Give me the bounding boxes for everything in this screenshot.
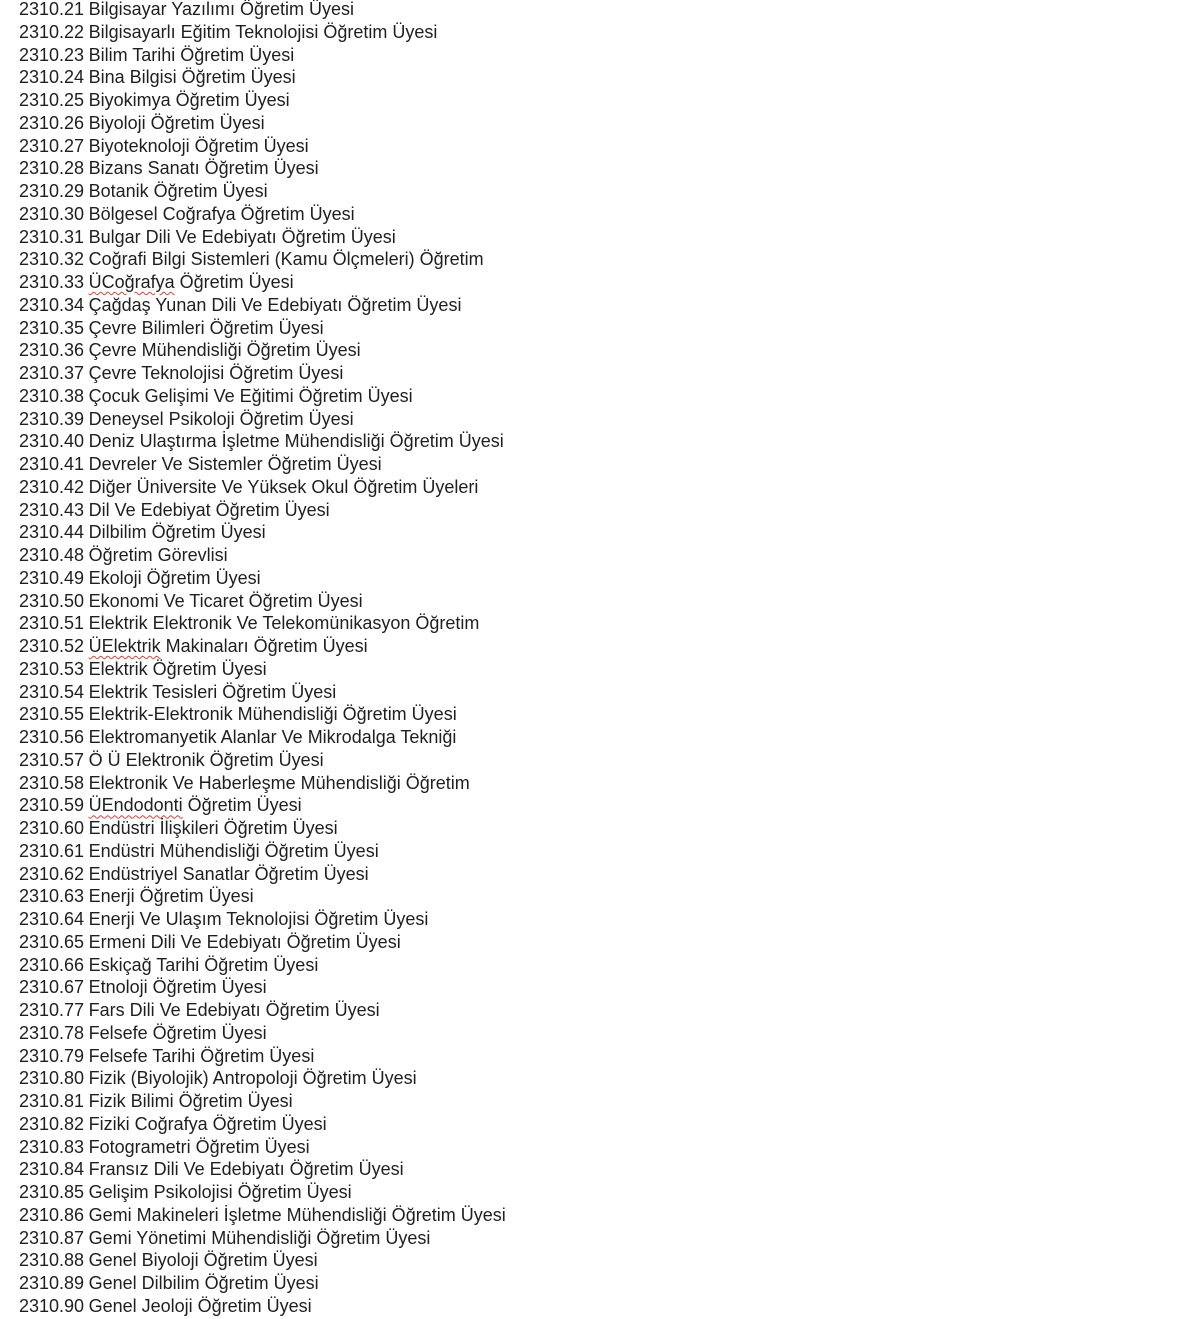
list-item (19, 248, 1179, 271)
item-title: Ö Ü Elektronik Öğretim Üyesi (88, 749, 324, 770)
item-title: Çevre Bilimleri Öğretim Üyesi (88, 317, 324, 338)
item-code: 2310.79 (19, 1045, 85, 1066)
list-item (19, 590, 1179, 613)
item-code: 2310.52 (19, 636, 85, 656)
list-item (19, 271, 1179, 294)
list-item (19, 1158, 1179, 1181)
item-title: Deneysel Psikoloji Öğretim Üyesi (88, 408, 354, 429)
item-title: Bölgesel Coğrafya Öğretim Üyesi (88, 203, 355, 224)
item-title: Gelişim Psikolojisi Öğretim Üyesi (88, 1182, 352, 1202)
list-item (19, 180, 1179, 203)
item-title: Coğrafi Bilgi Sistemleri (Kamu Ölçmeleri) Öğretim (88, 249, 484, 270)
item-title: Elektronik Ve Haberleşme Mühendisliği Öğretim (88, 772, 470, 793)
item-title: Gemi Yönetimi Mühendisliği Öğretim Üyesi (88, 1227, 431, 1248)
item-code: 2310.24 (19, 67, 85, 88)
list-item (19, 1022, 1179, 1045)
item-title: Çevre Mühendisliği Öğretim Üyesi (88, 340, 361, 361)
item-title: Felsefe Tarihi Öğretim Üyesi (88, 1045, 315, 1066)
item-title: Eskiçağ Tarihi Öğretim Üyesi (88, 954, 319, 975)
item-title: Fransız Dili Ve Edebiyatı Öğretim Üyesi (88, 1159, 404, 1180)
item-code: 2310.62 (19, 863, 85, 884)
list-item (19, 453, 1179, 476)
item-code: 2310.33 (19, 272, 85, 292)
list-item (19, 476, 1179, 499)
list-item (19, 499, 1179, 522)
item-title: Ermeni Dili Ve Edebiyatı Öğretim Üyesi (88, 931, 401, 952)
list-item (19, 112, 1179, 135)
item-title: Çevre Teknolojisi Öğretim Üyesi (88, 363, 344, 383)
list-item (19, 544, 1179, 567)
item-title: Öğretim Üyesi (182, 795, 302, 816)
list-item (19, 1090, 1179, 1113)
list-item (19, 1295, 1179, 1318)
list-item (19, 908, 1179, 931)
item-title: Ekoloji Öğretim Üyesi (88, 567, 261, 588)
item-code: 2310.78 (19, 1022, 85, 1043)
item-code: 2310.31 (19, 226, 85, 247)
item-title: Dil Ve Edebiyat Öğretim Üyesi (88, 499, 330, 520)
list-item (19, 635, 1179, 658)
occupation-list (19, 0, 1179, 1318)
item-code: 2310.27 (19, 135, 85, 156)
item-title: Bilgisayar Yazılımı Öğretim Üyesi (88, 0, 354, 19)
item-title: Genel Jeoloji Öğretim Üyesi (88, 1295, 312, 1316)
list-item (19, 976, 1179, 999)
item-title: Bina Bilgisi Öğretim Üyesi (88, 67, 296, 88)
list-item (19, 931, 1179, 954)
item-code: 2310.36 (19, 340, 85, 361)
item-title: Elektrik Öğretim Üyesi (88, 658, 267, 679)
item-title: Fotogrametri Öğretim Üyesi (88, 1136, 310, 1157)
item-title: Dilbilim Öğretim Üyesi (88, 522, 266, 543)
item-title: Etnoloji Öğretim Üyesi (88, 977, 267, 998)
item-code: 2310.56 (19, 727, 85, 747)
item-code: 2310.32 (19, 249, 85, 270)
list-item (19, 203, 1179, 226)
item-code: 2310.41 (19, 454, 85, 474)
item-title: Endüstri Mühendisliği Öğretim Üyesi (88, 840, 379, 861)
item-title: Deniz Ulaştırma İşletme Mühendisliği Öğretim Üyesi (88, 431, 504, 452)
misspelled-word[interactable]: ÜElektrik (88, 636, 161, 656)
item-code: 2310.90 (19, 1295, 85, 1316)
item-code: 2310.23 (19, 44, 85, 65)
list-item (19, 294, 1179, 317)
item-code: 2310.77 (19, 1000, 85, 1020)
misspelled-word[interactable]: ÜEndodonti (88, 795, 183, 816)
item-code: 2310.49 (19, 567, 85, 588)
list-item (19, 66, 1179, 89)
list-item (19, 726, 1179, 749)
item-code: 2310.63 (19, 886, 85, 907)
item-code: 2310.38 (19, 385, 85, 406)
item-title: Felsefe Öğretim Üyesi (88, 1022, 267, 1043)
item-code: 2310.22 (19, 21, 85, 42)
list-item (19, 794, 1179, 817)
item-title: Enerji Ve Ulaşım Teknolojisi Öğretim Üyesi (88, 909, 429, 929)
list-item (19, 999, 1179, 1022)
list-item (19, 681, 1179, 704)
item-code: 2310.50 (19, 590, 85, 611)
item-code: 2310.89 (19, 1273, 85, 1293)
list-item (19, 1113, 1179, 1136)
item-title: Genel Biyoloji Öğretim Üyesi (88, 1250, 318, 1271)
item-code: 2310.57 (19, 749, 85, 770)
item-title: Makinaları Öğretim Üyesi (160, 636, 368, 656)
list-item (19, 1227, 1179, 1250)
item-title: Enerji Öğretim Üyesi (88, 886, 254, 907)
item-code: 2310.48 (19, 545, 85, 565)
item-title: Gemi Makineleri İşletme Mühendisliği Öğretim Üyesi (88, 1204, 506, 1225)
list-item (19, 362, 1179, 385)
item-title: Bulgar Dili Ve Edebiyatı Öğretim Üyesi (88, 226, 396, 247)
item-code: 2310.43 (19, 499, 85, 520)
item-title: Elektrik Tesisleri Öğretim Üyesi (88, 681, 337, 702)
item-title: Ekonomi Ve Ticaret Öğretim Üyesi (88, 590, 363, 611)
list-item (19, 21, 1179, 44)
item-title: Çocuk Gelişimi Ve Eğitimi Öğretim Üyesi (88, 385, 413, 406)
item-code: 2310.35 (19, 317, 85, 338)
list-item (19, 408, 1179, 431)
item-code: 2310.58 (19, 772, 85, 793)
item-code: 2310.83 (19, 1136, 85, 1157)
list-item (19, 1272, 1179, 1295)
item-title: Elektrik Elektronik Ve Telekomünikasyon Öğretim (88, 613, 480, 634)
item-title: Endüstri İlişkileri Öğretim Üyesi (88, 818, 338, 838)
item-code: 2310.88 (19, 1250, 85, 1271)
item-title: Fiziki Coğrafya Öğretim Üyesi (88, 1113, 327, 1134)
item-code: 2310.51 (19, 613, 85, 634)
item-code: 2310.28 (19, 158, 85, 179)
item-title: Çağdaş Yunan Dili Ve Edebiyatı Öğretim Üyesi (88, 294, 462, 315)
list-item (19, 1249, 1179, 1272)
list-item (19, 135, 1179, 158)
item-title: Bilgisayarlı Eğitim Teknolojisi Öğretim Üyesi (88, 21, 438, 42)
list-item (19, 0, 1179, 21)
item-code: 2310.66 (19, 954, 85, 975)
list-item (19, 658, 1179, 681)
list-item (19, 863, 1179, 886)
item-title: Diğer Üniversite Ve Yüksek Okul Öğretim Üyeleri (88, 476, 479, 497)
item-code: 2310.44 (19, 522, 85, 543)
item-title: Genel Dilbilim Öğretim Üyesi (88, 1273, 319, 1293)
item-code: 2310.59 (19, 795, 85, 816)
list-item (19, 817, 1179, 840)
list-item (19, 521, 1179, 544)
item-code: 2310.39 (19, 408, 85, 429)
list-item (19, 1181, 1179, 1204)
item-code: 2310.67 (19, 977, 85, 998)
item-title: Botanik Öğretim Üyesi (88, 181, 268, 201)
list-item (19, 385, 1179, 408)
item-code: 2310.81 (19, 1091, 85, 1111)
item-code: 2310.42 (19, 476, 85, 497)
misspelled-word[interactable]: ÜCoğrafya (88, 272, 175, 292)
item-title: Öğretim Görevlisi (88, 545, 228, 565)
item-title: Devreler Ve Sistemler Öğretim Üyesi (88, 454, 382, 474)
list-item (19, 226, 1179, 249)
document-body[interactable] (19, 0, 1179, 1318)
item-code: 2310.37 (19, 363, 85, 383)
item-title: Biyoloji Öğretim Üyesi (88, 112, 265, 133)
list-item (19, 1045, 1179, 1068)
item-title: Elektrik-Elektronik Mühendisliği Öğretim Üyesi (88, 704, 457, 725)
list-item (19, 157, 1179, 180)
item-code: 2310.21 (19, 0, 85, 19)
item-title: Bizans Sanatı Öğretim Üyesi (88, 158, 319, 179)
list-item (19, 317, 1179, 340)
item-code: 2310.55 (19, 704, 85, 725)
item-title: Fars Dili Ve Edebiyatı Öğretim Üyesi (88, 1000, 380, 1020)
item-code: 2310.54 (19, 681, 85, 702)
item-title: Fizik Bilimi Öğretim Üyesi (88, 1091, 293, 1111)
item-title: Fizik (Biyolojik) Antropoloji Öğretim Üyesi (88, 1068, 417, 1089)
item-code: 2310.29 (19, 181, 85, 201)
item-title: Elektromanyetik Alanlar Ve Mikrodalga Tekniği (88, 727, 457, 747)
list-item (19, 703, 1179, 726)
item-code: 2310.25 (19, 90, 85, 110)
list-item (19, 840, 1179, 863)
item-code: 2310.60 (19, 818, 85, 838)
item-code: 2310.26 (19, 112, 85, 133)
list-item (19, 612, 1179, 635)
item-title: Biyoteknoloji Öğretim Üyesi (88, 135, 309, 156)
item-code: 2310.82 (19, 1113, 85, 1134)
item-title: Endüstriyel Sanatlar Öğretim Üyesi (88, 863, 369, 884)
item-title: Bilim Tarihi Öğretim Üyesi (88, 44, 295, 65)
list-item (19, 1136, 1179, 1159)
item-code: 2310.34 (19, 294, 85, 315)
list-item (19, 1067, 1179, 1090)
item-code: 2310.87 (19, 1227, 85, 1248)
item-code: 2310.53 (19, 658, 85, 679)
list-item (19, 749, 1179, 772)
item-code: 2310.86 (19, 1204, 85, 1225)
list-item (19, 430, 1179, 453)
list-item (19, 44, 1179, 67)
item-code: 2310.30 (19, 203, 85, 224)
list-item (19, 772, 1179, 795)
list-item (19, 89, 1179, 112)
list-item (19, 339, 1179, 362)
item-code: 2310.84 (19, 1159, 85, 1180)
item-code: 2310.64 (19, 909, 85, 929)
item-code: 2310.61 (19, 840, 85, 861)
item-title: Öğretim Üyesi (174, 272, 294, 292)
item-title: Biyokimya Öğretim Üyesi (88, 90, 290, 110)
list-item (19, 1204, 1179, 1227)
item-code: 2310.40 (19, 431, 85, 452)
item-code: 2310.80 (19, 1068, 85, 1089)
item-code: 2310.85 (19, 1182, 85, 1202)
list-item (19, 885, 1179, 908)
list-item (19, 567, 1179, 590)
item-code: 2310.65 (19, 931, 85, 952)
list-item (19, 954, 1179, 977)
